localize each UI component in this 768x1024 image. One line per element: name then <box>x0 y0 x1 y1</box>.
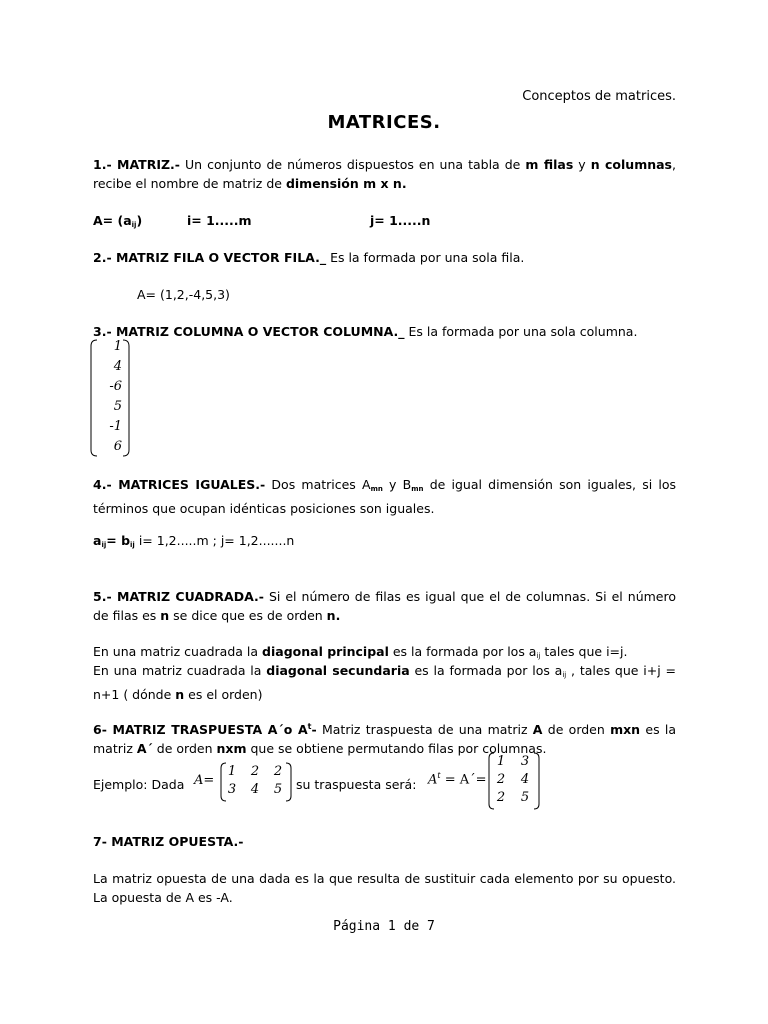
s1-bold-2: n columnas <box>590 157 673 172</box>
section-4-heading: 4.- MATRICES IGUALES.- <box>93 477 266 492</box>
column-matrix-cell: -1 <box>109 419 122 434</box>
s6-bold-1: A <box>532 722 543 738</box>
s2-text: Es la formada por una sola fila. <box>326 250 525 265</box>
s6-bold-4: nxm <box>216 741 247 757</box>
s4-eq-a: a <box>93 533 102 548</box>
s4-eq-mid: = b <box>106 533 131 548</box>
s5-bold-2: n. <box>326 608 341 623</box>
s5-p3-text-1: En una matriz cuadrada la <box>93 663 267 678</box>
s6-matrix-at-name <box>428 771 487 787</box>
column-matrix-cell: -6 <box>109 379 122 394</box>
matrix-a-cell: 1 <box>227 764 237 779</box>
s6-example-label: Ejemplo: Dada <box>93 777 185 792</box>
s6-ex-At: A <box>428 772 438 788</box>
column-matrix <box>90 338 132 458</box>
matrix-at-cell: 1 <box>496 754 506 769</box>
section-6-matriz-traspuesta <box>93 717 676 758</box>
s4-text-1: Dos matrices A <box>265 477 371 492</box>
s4-equality <box>93 531 676 555</box>
s4-text-2: y B <box>382 477 412 492</box>
matrix-a-transpose <box>488 752 540 810</box>
s1-text-2: y <box>573 157 591 172</box>
s5-p3-sub: ij <box>562 671 567 679</box>
section-5-matriz-cuadrada <box>93 587 676 625</box>
s5-p3-text-2: es la formada por los a <box>409 663 563 678</box>
notation-i-range: i= 1.....m <box>187 213 252 228</box>
notation-a: A= (a <box>93 213 132 228</box>
s6-heading-end: - <box>311 722 317 738</box>
section-6-heading <box>93 722 317 737</box>
matrix-at-cell: 5 <box>520 790 530 805</box>
s5-p2-text-3: tales que i=j. <box>540 644 628 659</box>
s6-text-2: de orden <box>542 722 611 738</box>
s3-text: Es la formada por una sola columna. <box>404 324 638 339</box>
notation-line <box>93 211 676 235</box>
matrix-a-cell: 5 <box>273 782 283 797</box>
matrix-at-cell: 2 <box>496 790 506 805</box>
s4-text-3: de igual dimensión son iguales, si los términos que ocupan idénticas posiciones son iguales. <box>93 477 677 516</box>
s4-sub-1: mn <box>370 485 383 493</box>
matrix-a <box>220 762 292 802</box>
s6-text-5: que se obtiene permutando filas por columnas. <box>246 741 547 757</box>
s1-text-3: , recibe el nombre de matriz de <box>93 157 676 191</box>
section-2-matriz-fila <box>93 248 676 267</box>
matrix-at-cell: 2 <box>496 772 506 787</box>
section-7-matriz-opuesta <box>93 832 676 851</box>
s6-bold-2: mxn <box>610 722 641 738</box>
notation-a-sub: ij <box>131 221 137 229</box>
column-matrix-brackets <box>90 338 132 458</box>
s6-bold-3: A´ <box>136 741 153 757</box>
s5-p2-text-2: es la formada por los a <box>388 644 537 659</box>
s5-diagonal-secundaria <box>93 661 676 704</box>
matrix-a-cell: 4 <box>250 782 260 797</box>
notation-j-range: j= 1.....n <box>370 213 431 228</box>
s5-p3-bold-1: diagonal secundaria <box>266 663 410 678</box>
s4-eq-a-sub: ij <box>101 541 107 549</box>
section-5-heading: 5.- MATRIZ CUADRADA.- <box>93 589 264 604</box>
s5-bold-1: n <box>160 608 170 623</box>
section-1-matriz <box>93 155 676 193</box>
s7-text: La matriz opuesta de una dada es la que resulta de sustituir cada elemento por su opuesto. La opuesta de A es -A. <box>93 871 676 905</box>
s5-text-2: se dice que es de orden <box>169 608 327 623</box>
section-1-heading: 1.- MATRIZ.- <box>93 157 180 172</box>
column-matrix-cell: 1 <box>113 339 122 354</box>
section-2-heading: 2.- MATRIZ FILA O VECTOR FILA._ <box>93 250 327 265</box>
s6-heading-text: 6- MATRIZ TRASPUESTA A´o A <box>93 722 308 738</box>
s5-p3-text-4: es el orden) <box>184 687 263 702</box>
s4-sub-2: mn <box>411 485 424 493</box>
s1-bold-1: m filas <box>525 157 574 172</box>
s6-matrix-a-name <box>194 773 214 788</box>
matrix-a-cell: 2 <box>273 764 283 779</box>
notation-a-close: ) <box>136 213 143 228</box>
s5-p2-text-1: En una matriz cuadrada la <box>93 644 263 659</box>
s5-p2-bold: diagonal principal <box>262 644 389 659</box>
s6-text-3: es la matriz <box>93 722 676 757</box>
s5-p2-sub: ij <box>536 652 541 660</box>
s5-p3-text-3: , tales que i+j = n+1 ( dónde <box>93 663 676 702</box>
section-7-heading: 7- MATRIZ OPUESTA.- <box>93 834 244 849</box>
matrix-a-cell: 2 <box>250 764 260 779</box>
s6-ex-At-eq: = A´= <box>440 772 487 788</box>
section-3-matriz-columna <box>93 322 676 341</box>
s2-example: A= (1,2,-4,5,3) <box>137 287 230 302</box>
column-matrix-cell: 6 <box>113 439 122 454</box>
header-note: Conceptos de matrices. <box>522 89 676 104</box>
section-3-heading: 3.- MATRIZ COLUMNA O VECTOR COLUMNA._ <box>93 324 405 339</box>
page-number-footer: Página 1 de 7 <box>333 919 435 934</box>
s6-heading-sup: t <box>307 722 312 731</box>
s6-text-1: Matriz traspuesta de una matriz <box>316 722 533 738</box>
s6-ex-eq: = <box>203 773 215 788</box>
s6-text-4: de orden <box>152 741 217 757</box>
matrix-at-cell: 3 <box>520 754 530 769</box>
s4-eq-b-sub: ij <box>130 541 135 549</box>
column-matrix-cell: 5 <box>113 399 122 414</box>
section-4-matrices-iguales <box>93 475 676 518</box>
matrix-at-cell: 4 <box>520 772 530 787</box>
s6-ex-A: A <box>194 773 204 788</box>
s5-text-1: Si el número de filas es igual que el de columnas. Si el número de filas es <box>93 589 676 623</box>
s5-p3-bold-2: n <box>175 687 185 702</box>
s1-text-1: Un conjunto de números dispuestos en una tabla de <box>179 157 526 172</box>
s4-eq-rest: i= 1,2.....m ; j= 1,2.......n <box>134 533 295 548</box>
page-title: MATRICES. <box>327 112 441 133</box>
notation-a-def <box>93 213 142 228</box>
matrix-a-cell: 3 <box>227 782 237 797</box>
column-matrix-cell: 4 <box>113 359 122 374</box>
s1-bold-3: dimensión m x n. <box>285 176 407 191</box>
s6-example-mid: su traspuesta será: <box>296 777 417 792</box>
s6-ex-At-sup: t <box>437 771 441 780</box>
